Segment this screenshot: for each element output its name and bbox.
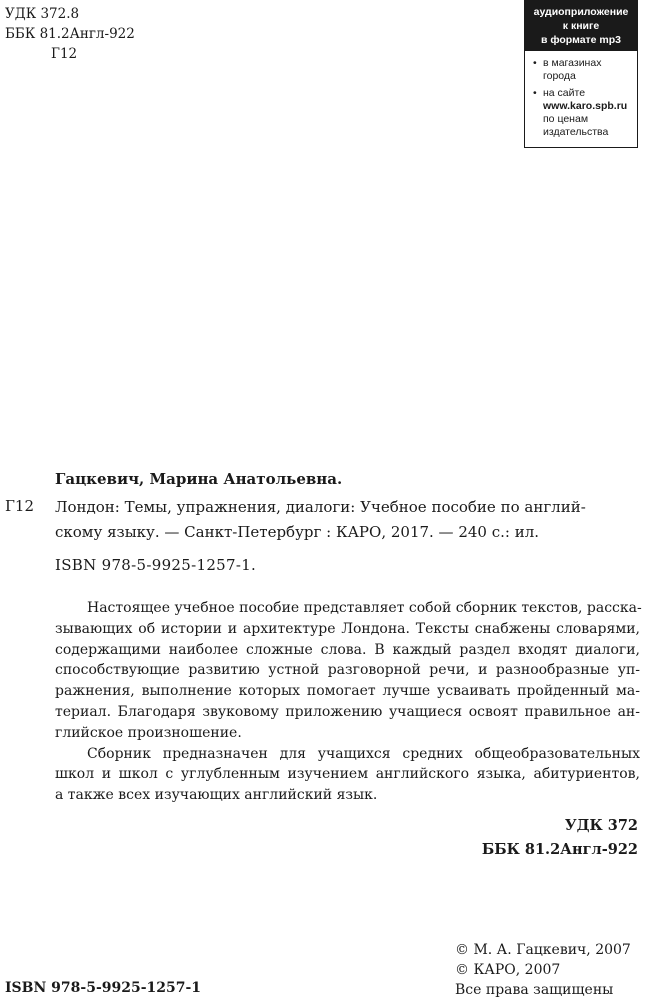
- annotation-line: глийское произношение.: [55, 724, 242, 741]
- bullet-icon: •: [533, 57, 537, 69]
- annotation-line: Сборник предназначен для учащихся средних общеобразовательных: [87, 745, 640, 762]
- copyright-author: © М. А. Гацкевич, 2007: [455, 942, 631, 958]
- promo-site-prefix: на сайте: [543, 87, 586, 99]
- copyright-block: [455, 940, 631, 1000]
- udc-code: УДК 372.8: [5, 6, 80, 22]
- promo-item-website: [533, 87, 633, 139]
- promo-header-line: в формате mp3: [540, 34, 622, 46]
- promo-header: [525, 1, 637, 51]
- rights-reserved: Все права защищены: [455, 982, 614, 998]
- isbn-footer: ISBN 978-5-9925-1257-1: [5, 980, 202, 996]
- copyright-publisher: © КАРО, 2007: [455, 962, 561, 978]
- isbn-record: ISBN 978-5-9925-1257-1.: [55, 556, 257, 574]
- promo-list: [525, 51, 637, 139]
- annotation-line: зывающих об истории и архитектуре Лондона. Тексты снабжены словарями,: [55, 620, 640, 637]
- promo-header-line: аудиоприложение: [533, 6, 629, 18]
- bbk-code-bottom: ББК 81.2Англ-922: [481, 841, 638, 858]
- annotation-paragraph-2: [55, 744, 640, 806]
- author-sign: Г12: [51, 46, 78, 62]
- classification-top: [5, 4, 135, 64]
- annotation-line: а также всех изучающих английский язык.: [55, 787, 378, 804]
- annotation-line: содержащими наиболее сложные слова. В каждый раздел входят диалоги,: [55, 641, 640, 658]
- udc-code-bottom: УДК 372: [564, 817, 638, 834]
- bib-line: Лондон: Темы, упражнения, диалоги: Учебное пособие по англий-: [55, 498, 586, 516]
- bbk-code: ББК 81.2Англ-922: [5, 26, 135, 42]
- promo-item-text: в магазинах города: [543, 57, 602, 82]
- annotation-line: ражнения, выполнение которых помогает лучше усваивать пройденный ма-: [55, 683, 640, 700]
- audio-promo-box: [524, 0, 638, 148]
- promo-item-stores: [533, 57, 633, 83]
- promo-item-text: [543, 87, 627, 139]
- annotation-line: способствующие развитию устной разговорной речи, и разнообразные уп-: [55, 662, 640, 679]
- bibliographic-record: [55, 495, 640, 545]
- promo-site-url: www.karo.spb.ru: [543, 100, 628, 112]
- author-sign-left: Г12: [5, 497, 35, 515]
- bib-line: скому языку. — Санкт-Петербург : КАРО, 2017. — 240 с.: ил.: [55, 523, 540, 541]
- promo-site-suffix: по ценам издательства: [543, 113, 609, 138]
- bullet-icon: •: [533, 87, 537, 99]
- annotation: [55, 598, 640, 806]
- classification-bottom: [482, 814, 638, 862]
- annotation-line: школ и школ с углубленным изучением английского языка, абитуриентов,: [55, 766, 640, 783]
- annotation-line: Настоящее учебное пособие представляет собой сборник текстов, расска-: [87, 600, 642, 616]
- annotation-paragraph-1: [55, 598, 640, 744]
- author-name: Гацкевич, Марина Анатольевна.: [55, 470, 343, 488]
- annotation-line: териал. Благодаря звуковому приложению учащиеся освоят правильное ан-: [55, 703, 640, 720]
- promo-header-line: к книге: [562, 20, 600, 32]
